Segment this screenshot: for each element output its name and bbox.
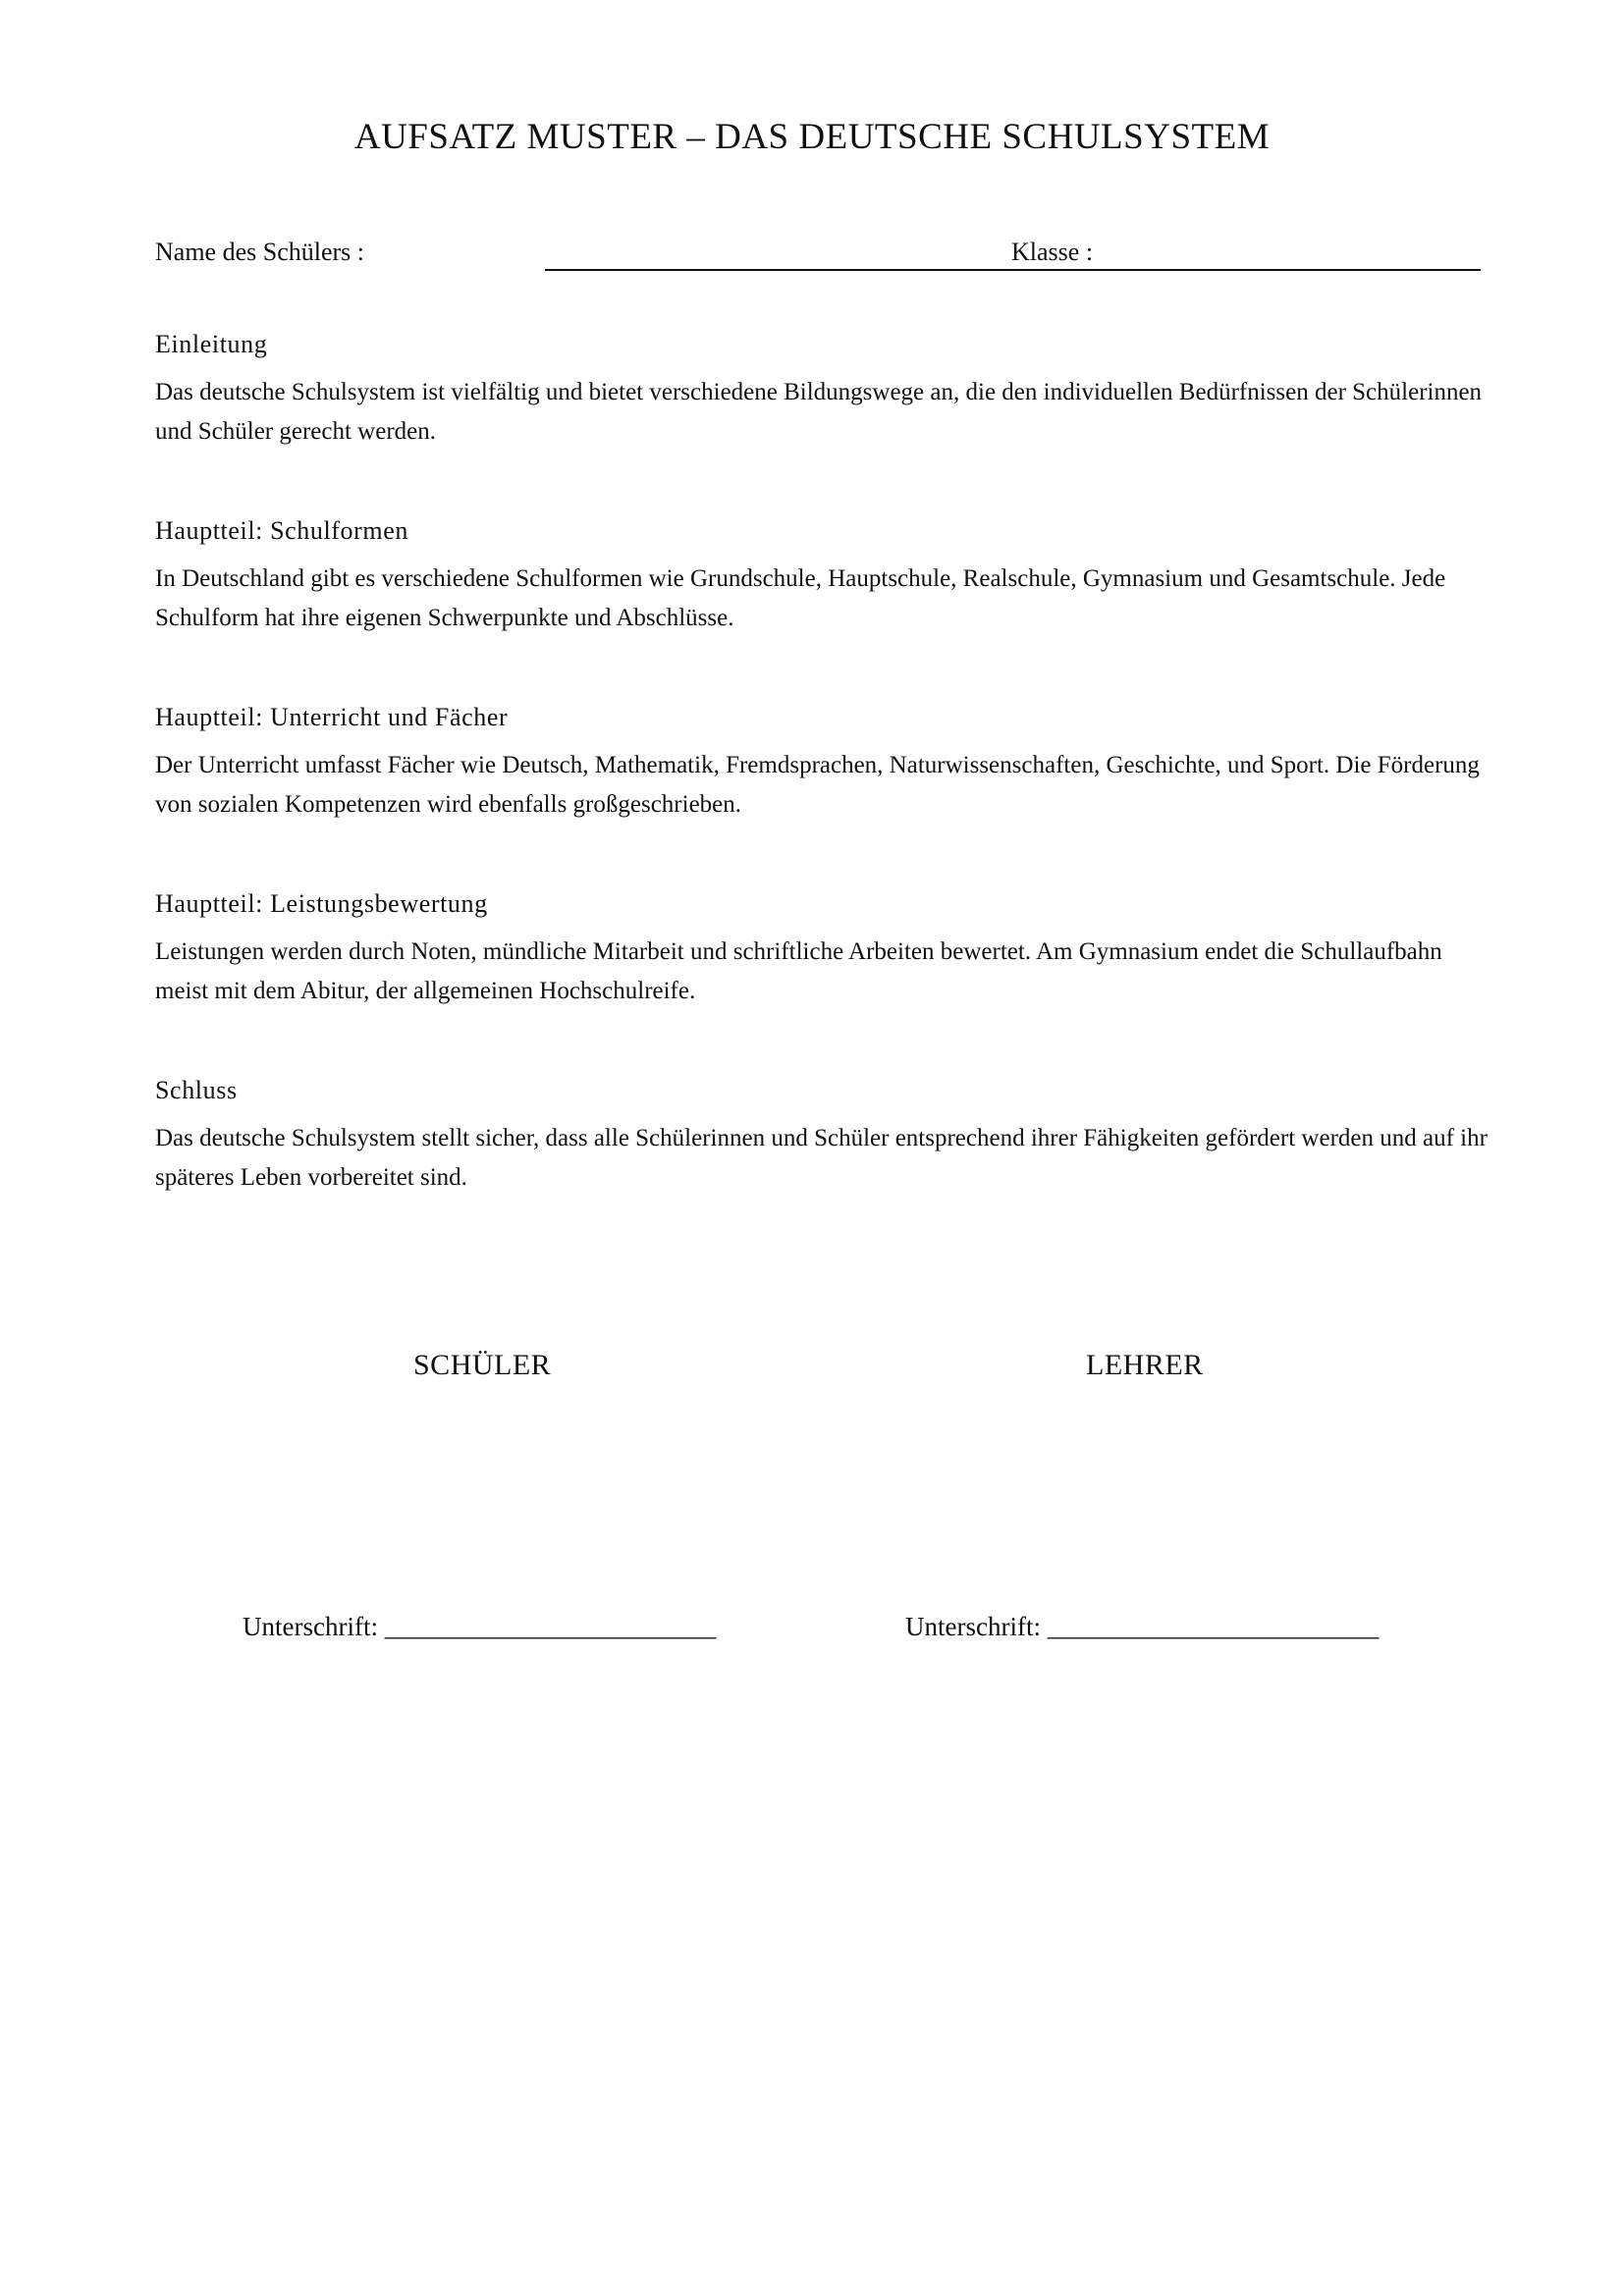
section-leistungsbewertung	[155, 889, 1490, 1011]
student-role-heading: SCHÜLER	[413, 1349, 552, 1381]
class-label: Klasse :	[1011, 238, 1094, 266]
section-body: Der Unterricht umfasst Fächer wie Deutsch, Mathematik, Fremdsprachen, Naturwissenschaften, Geschichte, und Sport. Die Förderung von sozialen Kompetenzen wird ebenfalls großgeschrieben.	[155, 752, 1480, 818]
teacher-role-heading: LEHRER	[1086, 1349, 1204, 1381]
section-schluss	[155, 1076, 1490, 1198]
section-heading: Schluss	[155, 1076, 238, 1104]
student-signature-line[interactable]: Unterschrift: _________________________	[243, 1612, 717, 1641]
section-heading: Hauptteil: Leistungsbewertung	[155, 889, 488, 918]
section-unterricht	[155, 703, 1490, 825]
section-heading: Hauptteil: Unterricht und Fächer	[155, 703, 509, 731]
section-schulformen	[155, 516, 1490, 638]
student-info-row	[155, 238, 1481, 277]
section-body: Das deutsche Schulsystem ist vielfältig und bietet verschiedene Bildungswege an, die den individuellen Bedürfnissen der Schülerinnen und Schüler gerecht werden.	[155, 379, 1483, 445]
section-heading: Hauptteil: Schulformen	[155, 516, 408, 545]
section-heading: Einleitung	[155, 330, 268, 358]
section-body: In Deutschland gibt es verschiedene Schulformen wie Grundschule, Hauptschule, Realschule, Gymnasium und Gesamtschule. Jede Schulform hat ihre eigenen Schwerpunkte und Abschlüsse.	[155, 565, 1446, 631]
section-einleitung	[155, 330, 1490, 452]
section-body: Leistungen werden durch Noten, mündliche Mitarbeit und schriftliche Arbeiten bewertet. Am Gymnasium endet die Schullaufbahn meist mit dem Abitur, der allgemeinen Hochschulreife.	[155, 938, 1442, 1004]
section-body: Das deutsche Schulsystem stellt sicher, dass alle Schülerinnen und Schüler entsprechend ihrer Fähigkeiten gefördert werden und auf ihr späteres Leben vorbereitet sind.	[155, 1125, 1488, 1191]
teacher-signature-line[interactable]: Unterschrift: _________________________	[905, 1612, 1380, 1641]
document-title: AUFSATZ MUSTER – DAS DEUTSCHE SCHULSYSTEM	[353, 117, 1271, 157]
student-name-line[interactable]	[545, 269, 1481, 271]
student-name-label: Name des Schülers :	[155, 238, 365, 266]
